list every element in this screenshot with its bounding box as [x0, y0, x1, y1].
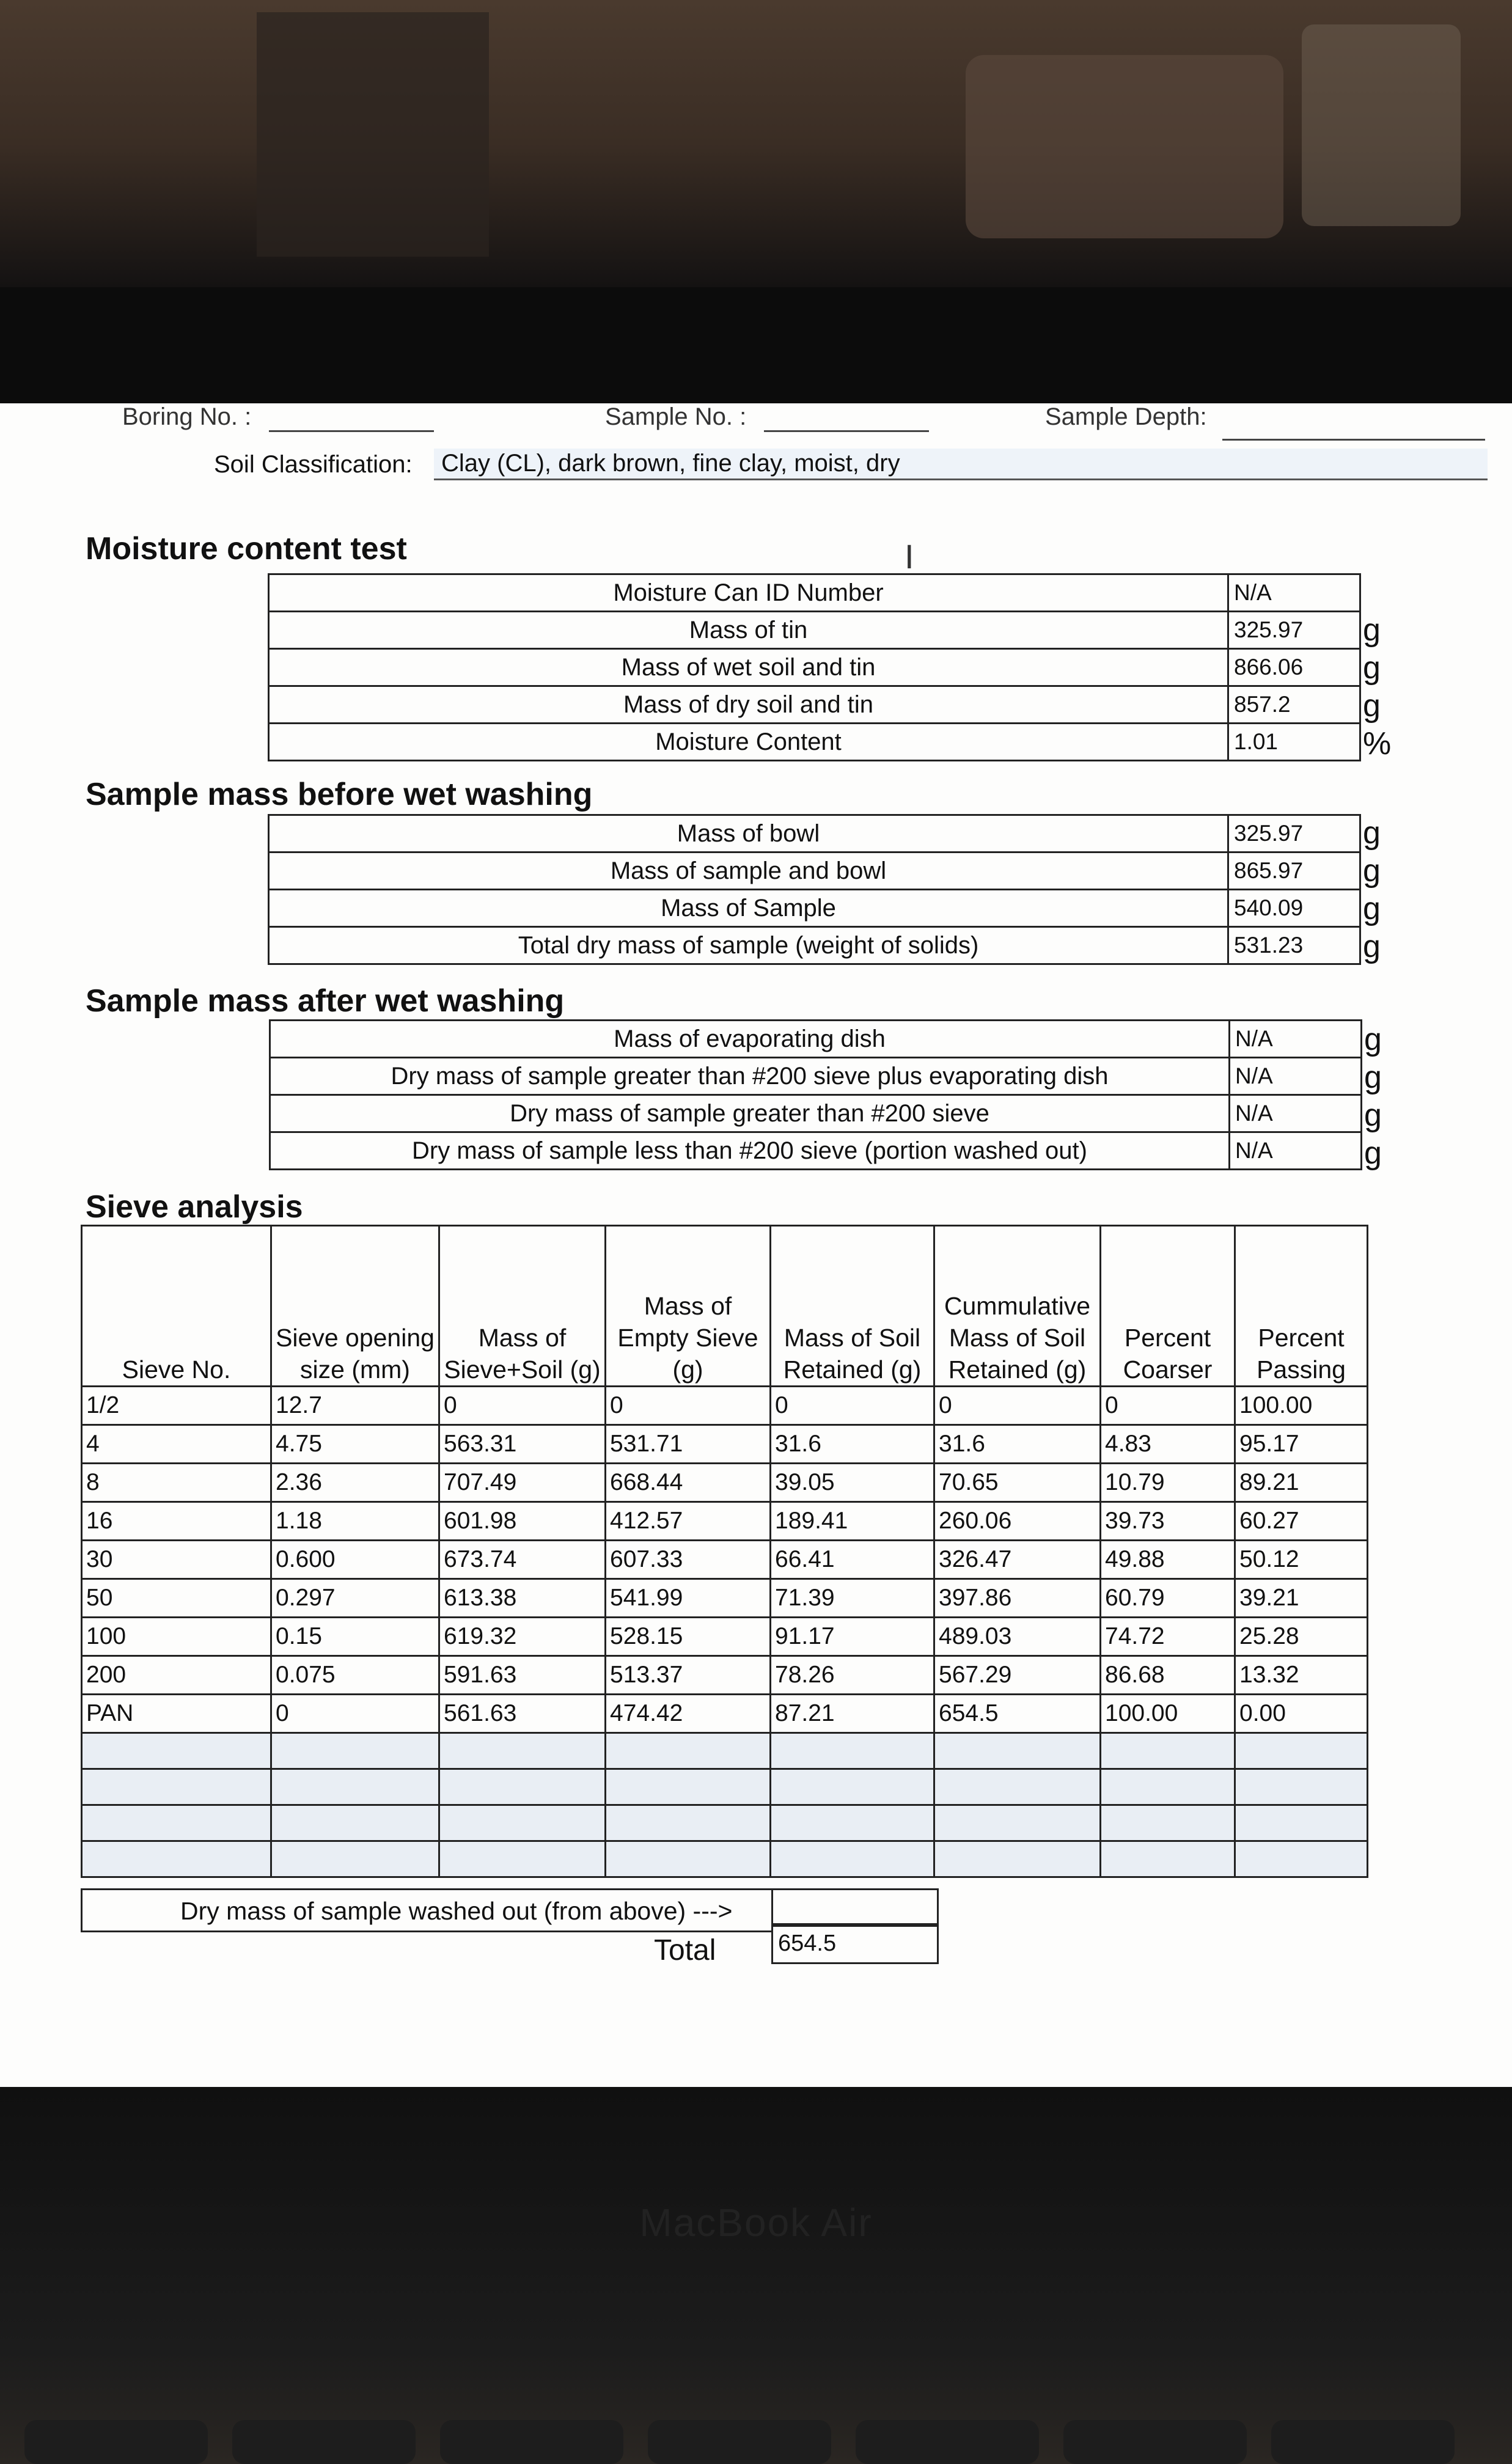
unit-label: %: [1363, 726, 1392, 761]
empty-cell[interactable]: [1101, 1733, 1235, 1769]
cell-sieve-soil-mass[interactable]: 613.38: [439, 1579, 606, 1618]
cell-percent-coarser[interactable]: 100.00: [1101, 1695, 1235, 1733]
unit-label: g: [1363, 929, 1381, 964]
unit-label: g: [1364, 1135, 1382, 1171]
cell-empty-sieve-mass[interactable]: 531.71: [606, 1425, 771, 1464]
moisture-table: [268, 573, 1361, 761]
cell-opening-size[interactable]: 0: [271, 1695, 439, 1733]
after-wash-table: [269, 1019, 1362, 1170]
keyboard-key: [648, 2420, 831, 2464]
empty-cell[interactable]: [771, 1769, 934, 1805]
cell-sieve-no[interactable]: 50: [82, 1579, 271, 1618]
cell-opening-size[interactable]: 0.600: [271, 1541, 439, 1579]
cell-sieve-soil-mass[interactable]: 563.31: [439, 1425, 606, 1464]
empty-table-row: [82, 1805, 1368, 1841]
col-header-percent-coarser: Percent Coarser: [1101, 1226, 1235, 1387]
before-wash-section-title: Sample mass before wet washing: [86, 777, 593, 812]
col-header-percent-passing: Percent Passing: [1235, 1226, 1368, 1387]
empty-cell[interactable]: [1101, 1841, 1235, 1877]
unit-label: g: [1363, 853, 1381, 889]
cell-soil-retained[interactable]: 66.41: [771, 1541, 934, 1579]
cell-sieve-no[interactable]: 8: [82, 1464, 271, 1502]
empty-cell[interactable]: [439, 1805, 606, 1841]
cell-sieve-soil-mass[interactable]: 707.49: [439, 1464, 606, 1502]
empty-cell[interactable]: [271, 1733, 439, 1769]
device-brand-label: MacBook Air: [639, 2201, 873, 2245]
cell-opening-size[interactable]: 4.75: [271, 1425, 439, 1464]
cell-sieve-no[interactable]: PAN: [82, 1695, 271, 1733]
mass-of-bowl-label: Mass of bowl: [269, 815, 1228, 853]
table-row: [270, 1095, 1362, 1132]
sieve-table: [81, 1225, 1368, 1878]
empty-cell[interactable]: [82, 1805, 271, 1841]
cell-cumulative-retained[interactable]: 0: [934, 1387, 1101, 1425]
table-row: [269, 649, 1360, 686]
text-cursor-icon: I: [905, 537, 914, 576]
table-row: [270, 1021, 1362, 1058]
table-row: [269, 890, 1360, 927]
laptop-bottom-bezel: [0, 2087, 1512, 2464]
empty-table-row: [82, 1841, 1368, 1877]
empty-cell[interactable]: [271, 1841, 439, 1877]
unit-label: g: [1363, 891, 1381, 926]
background-shape: [966, 55, 1283, 238]
sample-and-bowl-value[interactable]: 865.97: [1228, 853, 1360, 890]
empty-cell[interactable]: [82, 1841, 271, 1877]
greater-200-plus-dish-label: Dry mass of sample greater than #200 sieve plus evaporating dish: [270, 1058, 1230, 1095]
sample-no-label: Sample No. :: [605, 403, 747, 430]
table-row: [270, 1132, 1362, 1170]
spreadsheet-screen: [0, 403, 1512, 2087]
washed-out-row-box: [81, 1888, 771, 1932]
table-row: [269, 853, 1360, 890]
table-row: [82, 1579, 1368, 1618]
cell-percent-coarser[interactable]: 0: [1101, 1387, 1235, 1425]
sample-no-field[interactable]: [764, 430, 929, 432]
cell-opening-size[interactable]: 0.15: [271, 1618, 439, 1656]
col-header-sieve-soil: Mass of Sieve+Soil (g): [439, 1226, 606, 1387]
total-dry-mass-label: Total dry mass of sample (weight of solids): [269, 927, 1228, 964]
unit-label: g: [1364, 1060, 1382, 1095]
cell-cumulative-retained[interactable]: 326.47: [934, 1541, 1101, 1579]
table-row: [82, 1425, 1368, 1464]
table-row: [269, 574, 1360, 612]
cell-percent-coarser[interactable]: 86.68: [1101, 1656, 1235, 1695]
wet-soil-tin-label: Mass of wet soil and tin: [269, 649, 1228, 686]
boring-no-field[interactable]: [269, 430, 434, 432]
less-200-value[interactable]: N/A: [1230, 1132, 1362, 1170]
sieve-table-body: [82, 1387, 1368, 1877]
before-wash-units: [1363, 814, 1381, 966]
empty-cell[interactable]: [439, 1841, 606, 1877]
empty-cell[interactable]: [1101, 1805, 1235, 1841]
empty-cell[interactable]: [439, 1769, 606, 1805]
moisture-can-id-value[interactable]: N/A: [1228, 574, 1360, 612]
mass-of-sample-value[interactable]: 540.09: [1228, 890, 1360, 927]
cell-percent-coarser[interactable]: 10.79: [1101, 1464, 1235, 1502]
empty-cell[interactable]: [771, 1733, 934, 1769]
cell-percent-passing[interactable]: 95.17: [1235, 1425, 1368, 1464]
cell-percent-coarser[interactable]: 49.88: [1101, 1541, 1235, 1579]
cell-sieve-no[interactable]: 4: [82, 1425, 271, 1464]
table-row: [82, 1464, 1368, 1502]
empty-cell[interactable]: [271, 1769, 439, 1805]
cell-percent-passing[interactable]: 100.00: [1235, 1387, 1368, 1425]
empty-cell[interactable]: [934, 1733, 1101, 1769]
cell-sieve-soil-mass[interactable]: 601.98: [439, 1502, 606, 1541]
total-dry-mass-value[interactable]: 531.23: [1228, 927, 1360, 964]
cell-cumulative-retained[interactable]: 260.06: [934, 1502, 1101, 1541]
cell-sieve-soil-mass[interactable]: 0: [439, 1387, 606, 1425]
empty-table-row: [82, 1769, 1368, 1805]
unit-label: g: [1363, 688, 1381, 724]
sample-and-bowl-label: Mass of sample and bowl: [269, 853, 1228, 890]
cell-percent-coarser[interactable]: 4.83: [1101, 1425, 1235, 1464]
empty-cell[interactable]: [1235, 1733, 1368, 1769]
cell-percent-passing[interactable]: 89.21: [1235, 1464, 1368, 1502]
moisture-content-label: Moisture Content: [269, 724, 1228, 761]
sieve-section-title: Sieve analysis: [86, 1189, 303, 1225]
moisture-units: [1363, 611, 1391, 763]
unit-label: g: [1364, 1022, 1382, 1057]
unit-label: g: [1363, 612, 1381, 648]
less-200-label: Dry mass of sample less than #200 sieve (portion washed out): [270, 1132, 1230, 1170]
cell-percent-passing[interactable]: 60.27: [1235, 1502, 1368, 1541]
cell-cumulative-retained[interactable]: 489.03: [934, 1618, 1101, 1656]
after-wash-section-title: Sample mass after wet washing: [86, 983, 565, 1019]
cell-opening-size[interactable]: 1.18: [271, 1502, 439, 1541]
cell-soil-retained[interactable]: 78.26: [771, 1656, 934, 1695]
background-shape: [1302, 24, 1461, 226]
empty-cell[interactable]: [82, 1769, 271, 1805]
empty-cell[interactable]: [1235, 1769, 1368, 1805]
mass-of-tin-label: Mass of tin: [269, 612, 1228, 649]
empty-cell[interactable]: [771, 1805, 934, 1841]
empty-cell[interactable]: [606, 1733, 771, 1769]
cell-soil-retained[interactable]: 71.39: [771, 1579, 934, 1618]
cell-soil-retained[interactable]: 0: [771, 1387, 934, 1425]
empty-cell[interactable]: [271, 1805, 439, 1841]
cell-cumulative-retained[interactable]: 567.29: [934, 1656, 1101, 1695]
greater-200-plus-dish-value[interactable]: N/A: [1230, 1058, 1362, 1095]
evaporating-dish-label: Mass of evaporating dish: [270, 1021, 1230, 1058]
cell-soil-retained[interactable]: 39.05: [771, 1464, 934, 1502]
washed-out-value-cell[interactable]: [771, 1888, 939, 1925]
cell-soil-retained[interactable]: 189.41: [771, 1502, 934, 1541]
cell-sieve-soil-mass[interactable]: 561.63: [439, 1695, 606, 1733]
table-row: [269, 815, 1360, 853]
cell-percent-passing[interactable]: 25.28: [1235, 1618, 1368, 1656]
cell-empty-sieve-mass[interactable]: 513.37: [606, 1656, 771, 1695]
empty-cell[interactable]: [1235, 1805, 1368, 1841]
moisture-section-title: Moisture content test: [86, 531, 407, 566]
cell-empty-sieve-mass[interactable]: 607.33: [606, 1541, 771, 1579]
table-row: [82, 1541, 1368, 1579]
table-row: [270, 1058, 1362, 1095]
cell-percent-passing[interactable]: 13.32: [1235, 1656, 1368, 1695]
soil-classification-field[interactable]: Clay (CL), dark brown, fine clay, moist, dry: [434, 449, 1488, 480]
cell-cumulative-retained[interactable]: 654.5: [934, 1695, 1101, 1733]
cell-percent-coarser[interactable]: 74.72: [1101, 1618, 1235, 1656]
table-row: [82, 1618, 1368, 1656]
mass-of-sample-label: Mass of Sample: [269, 890, 1228, 927]
empty-cell[interactable]: [1235, 1841, 1368, 1877]
cell-percent-coarser[interactable]: 60.79: [1101, 1579, 1235, 1618]
total-label: Total: [654, 1934, 716, 1967]
cell-cumulative-retained[interactable]: 31.6: [934, 1425, 1101, 1464]
total-value-cell[interactable]: 654.5: [771, 1925, 939, 1964]
empty-cell[interactable]: [606, 1841, 771, 1877]
mass-of-bowl-value[interactable]: 325.97: [1228, 815, 1360, 853]
cell-empty-sieve-mass[interactable]: 528.15: [606, 1618, 771, 1656]
table-row: [269, 724, 1360, 761]
background-shape: [257, 12, 489, 257]
screen-bezel: [0, 287, 1512, 409]
table-row: [82, 1502, 1368, 1541]
greater-200-label: Dry mass of sample greater than #200 sieve: [270, 1095, 1230, 1132]
keyboard-key: [440, 2420, 623, 2464]
sieve-header-row: [82, 1226, 1368, 1387]
cell-percent-passing[interactable]: 39.21: [1235, 1579, 1368, 1618]
col-header-sieve-no: Sieve No.: [82, 1226, 271, 1387]
empty-cell[interactable]: [934, 1805, 1101, 1841]
cell-sieve-no[interactable]: 200: [82, 1656, 271, 1695]
cell-sieve-no[interactable]: 100: [82, 1618, 271, 1656]
empty-cell[interactable]: [934, 1769, 1101, 1805]
empty-cell[interactable]: [771, 1841, 934, 1877]
cell-cumulative-retained[interactable]: 70.65: [934, 1464, 1101, 1502]
cell-sieve-soil-mass[interactable]: 619.32: [439, 1618, 606, 1656]
cell-empty-sieve-mass[interactable]: 668.44: [606, 1464, 771, 1502]
cell-soil-retained[interactable]: 87.21: [771, 1695, 934, 1733]
empty-cell[interactable]: [606, 1805, 771, 1841]
cell-opening-size[interactable]: 0.297: [271, 1579, 439, 1618]
table-row: [269, 927, 1360, 964]
empty-cell[interactable]: [934, 1841, 1101, 1877]
unit-label: g: [1363, 815, 1381, 851]
empty-table-row: [82, 1733, 1368, 1769]
keyboard-key: [856, 2420, 1039, 2464]
evaporating-dish-value[interactable]: N/A: [1230, 1021, 1362, 1058]
background-room-photo: [0, 0, 1512, 287]
cell-cumulative-retained[interactable]: 397.86: [934, 1579, 1101, 1618]
cell-sieve-no[interactable]: 1/2: [82, 1387, 271, 1425]
col-header-opening-size: Sieve opening size (mm): [271, 1226, 439, 1387]
greater-200-value[interactable]: N/A: [1230, 1095, 1362, 1132]
dry-soil-tin-value[interactable]: 857.2: [1228, 686, 1360, 724]
soil-classification-label: Soil Classification:: [214, 451, 413, 478]
cell-sieve-no[interactable]: 30: [82, 1541, 271, 1579]
sample-depth-field[interactable]: [1222, 439, 1485, 441]
col-header-soil-retained: Mass of Soil Retained (g): [771, 1226, 934, 1387]
keyboard-row: [0, 2420, 1512, 2464]
empty-cell[interactable]: [82, 1733, 271, 1769]
washed-out-label: Dry mass of sample washed out (from above) --->: [180, 1897, 733, 1925]
cell-soil-retained[interactable]: 91.17: [771, 1618, 934, 1656]
col-header-cumulative-retained: Cummulative Mass of Soil Retained (g): [934, 1226, 1101, 1387]
keyboard-key: [1271, 2420, 1455, 2464]
sample-depth-label: Sample Depth:: [1045, 403, 1207, 430]
unit-label: g: [1363, 650, 1381, 686]
cell-opening-size[interactable]: 0.075: [271, 1656, 439, 1695]
before-wash-table: [268, 814, 1361, 965]
table-row: [269, 686, 1360, 724]
empty-cell[interactable]: [1101, 1769, 1235, 1805]
moisture-content-value[interactable]: 1.01: [1228, 724, 1360, 761]
cell-empty-sieve-mass[interactable]: 541.99: [606, 1579, 771, 1618]
cell-empty-sieve-mass[interactable]: 412.57: [606, 1502, 771, 1541]
empty-cell[interactable]: [439, 1733, 606, 1769]
after-wash-units: [1364, 1021, 1382, 1172]
cell-sieve-soil-mass[interactable]: 673.74: [439, 1541, 606, 1579]
cell-empty-sieve-mass[interactable]: 474.42: [606, 1695, 771, 1733]
cell-opening-size[interactable]: 12.7: [271, 1387, 439, 1425]
table-row: [82, 1387, 1368, 1425]
cell-sieve-soil-mass[interactable]: 591.63: [439, 1656, 606, 1695]
empty-cell[interactable]: [606, 1769, 771, 1805]
cell-empty-sieve-mass[interactable]: 0: [606, 1387, 771, 1425]
boring-no-label: Boring No. :: [122, 403, 252, 430]
keyboard-key: [1063, 2420, 1247, 2464]
cell-opening-size[interactable]: 2.36: [271, 1464, 439, 1502]
keyboard-key: [232, 2420, 416, 2464]
dry-soil-tin-label: Mass of dry soil and tin: [269, 686, 1228, 724]
table-row: [82, 1656, 1368, 1695]
cell-percent-coarser[interactable]: 39.73: [1101, 1502, 1235, 1541]
col-header-empty-sieve: Mass of Empty Sieve (g): [606, 1226, 771, 1387]
mass-of-tin-value[interactable]: 325.97: [1228, 612, 1360, 649]
table-row: [269, 612, 1360, 649]
unit-label: g: [1364, 1098, 1382, 1133]
table-row: [82, 1695, 1368, 1733]
wet-soil-tin-value[interactable]: 866.06: [1228, 649, 1360, 686]
moisture-can-id-label: Moisture Can ID Number: [269, 574, 1228, 612]
keyboard-key: [24, 2420, 208, 2464]
cell-percent-passing[interactable]: 50.12: [1235, 1541, 1368, 1579]
cell-soil-retained[interactable]: 31.6: [771, 1425, 934, 1464]
cell-sieve-no[interactable]: 16: [82, 1502, 271, 1541]
cell-percent-passing[interactable]: 0.00: [1235, 1695, 1368, 1733]
